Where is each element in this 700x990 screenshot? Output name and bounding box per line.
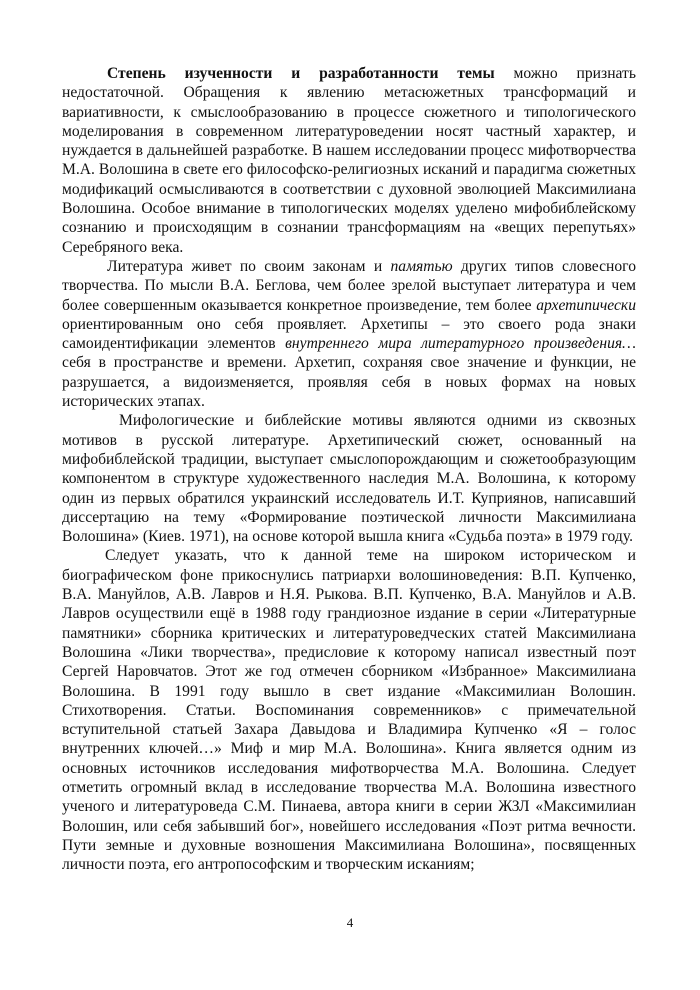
paragraph-4: Следует указать, что к данной теме на широком историческом и биографическом фоне прикоснулись патриархи волошиноведения: В.П. Купченко, В.А. Мануйлов, А.В. Лавров и Н.Я. Рыкова. В.П. Купченко, В.А. Мануйлов и А.В. Лавров осуществили ещё в 1988 году грандиозное издание в серии «Литературные памятники» сборника критических и литературоведческих статей Максимилиана Волошина «Лики творчества», предисловие к которому написал известный поэт Сергей Наровчатов. Этот же год отмечен сборником «Избранное» Максимилиана Волошина. В 1991 году вышло в свет издание «Максимилиан Волошин. Стихотворения. Статьи. Воспоминания современников» с примечательной вступительной статьей Захара Давыдова и Владимира Купченко «Я – голос внутренних ключей…» Миф и мир М.А. Волошина». Книга является одним из основных источников исследования мифотворчества М.А. Волошина. Следует отметить огромный вклад в исследование творчества М.А. Волошина известного ученого и литературоведа С.М. Пинаева, автора книги в серии ЖЗЛ «Максимилиан Волошин, или себя забывший бог», новейшего исследования «Поэт ритма вечности. Пути земные и духовные возношения Максимилиана Волошина», посвященных личности поэта, его антропософским и творческим исканиям; <box>62 547 636 874</box>
italic-quote-inner-world: внутреннего мира литературного произведения… <box>285 335 637 353</box>
paragraph-1-text: можно признать недостаточной. Обращения к явлению метасюжетных трансформаций и вариативности, к смыслообразованию в процессе сюжетного и типологического моделирования в современном литературоведении носят частный характер, и нуждается в дальнейшей разработке. В нашем исследовании процесс мифотворчества М.А. Волошина в свете его философско-религиозных исканий и парадигма сюжетных модификаций осмысливаются в соответствии с духовной эволюцией Максимилиана Волошина. Особое внимание в типологических моделях уделено мифобиблейскому сознанию и происходящим в сознании трансформациям на «вещих перепутьях» Серебряного века. <box>62 65 636 256</box>
paragraph-2-text-2: других типов словесного творчества. По мысли В.А. Беглова, чем более зрелой выступает литература и чем более совершенным оказывается конкретное произведение, тем более <box>62 257 636 314</box>
paragraph-2-text-1: Литература живет по своим законам и <box>107 257 391 275</box>
paragraph-2-text-4: себя в пространстве и времени. Архетип, сохраняя свое значение и функции, не разрушается, а видоизменяется, проявляя себя в новых формах на новых исторических этапах. <box>62 354 636 411</box>
paragraph-2-text-3: ориентированным оно себя проявляет. Архетипы – это своего рода знаки самоидентификации элементов <box>62 315 636 353</box>
bold-lead-phrase: Степень изученности и разработанности темы <box>107 65 495 82</box>
document-page <box>62 64 636 874</box>
paragraph-2 <box>62 257 636 411</box>
paragraph-3: Мифологические и библейские мотивы являются одними из сквозных мотивов в русской литературе. Архетипический сюжет, основанный на мифобиблейской традиции, выступает смыслопорождающим и сюжетообразующим компонентом в структуре художественного наследия М.А. Волошина, к которому один из первых обратился украинский исследователь И.Т. Куприянов, написавший диссертацию на тему «Формирование поэтической личности Максимилиана Волошина» (Киев. 1971), на основе которой вышла книга «Судьба поэта» в 1979 году. <box>62 412 636 546</box>
italic-term-archetypal: архетипически <box>536 296 636 314</box>
italic-term-memory: памятью <box>390 257 453 275</box>
paragraph-1 <box>62 64 636 257</box>
page-number: 4 <box>346 915 354 930</box>
